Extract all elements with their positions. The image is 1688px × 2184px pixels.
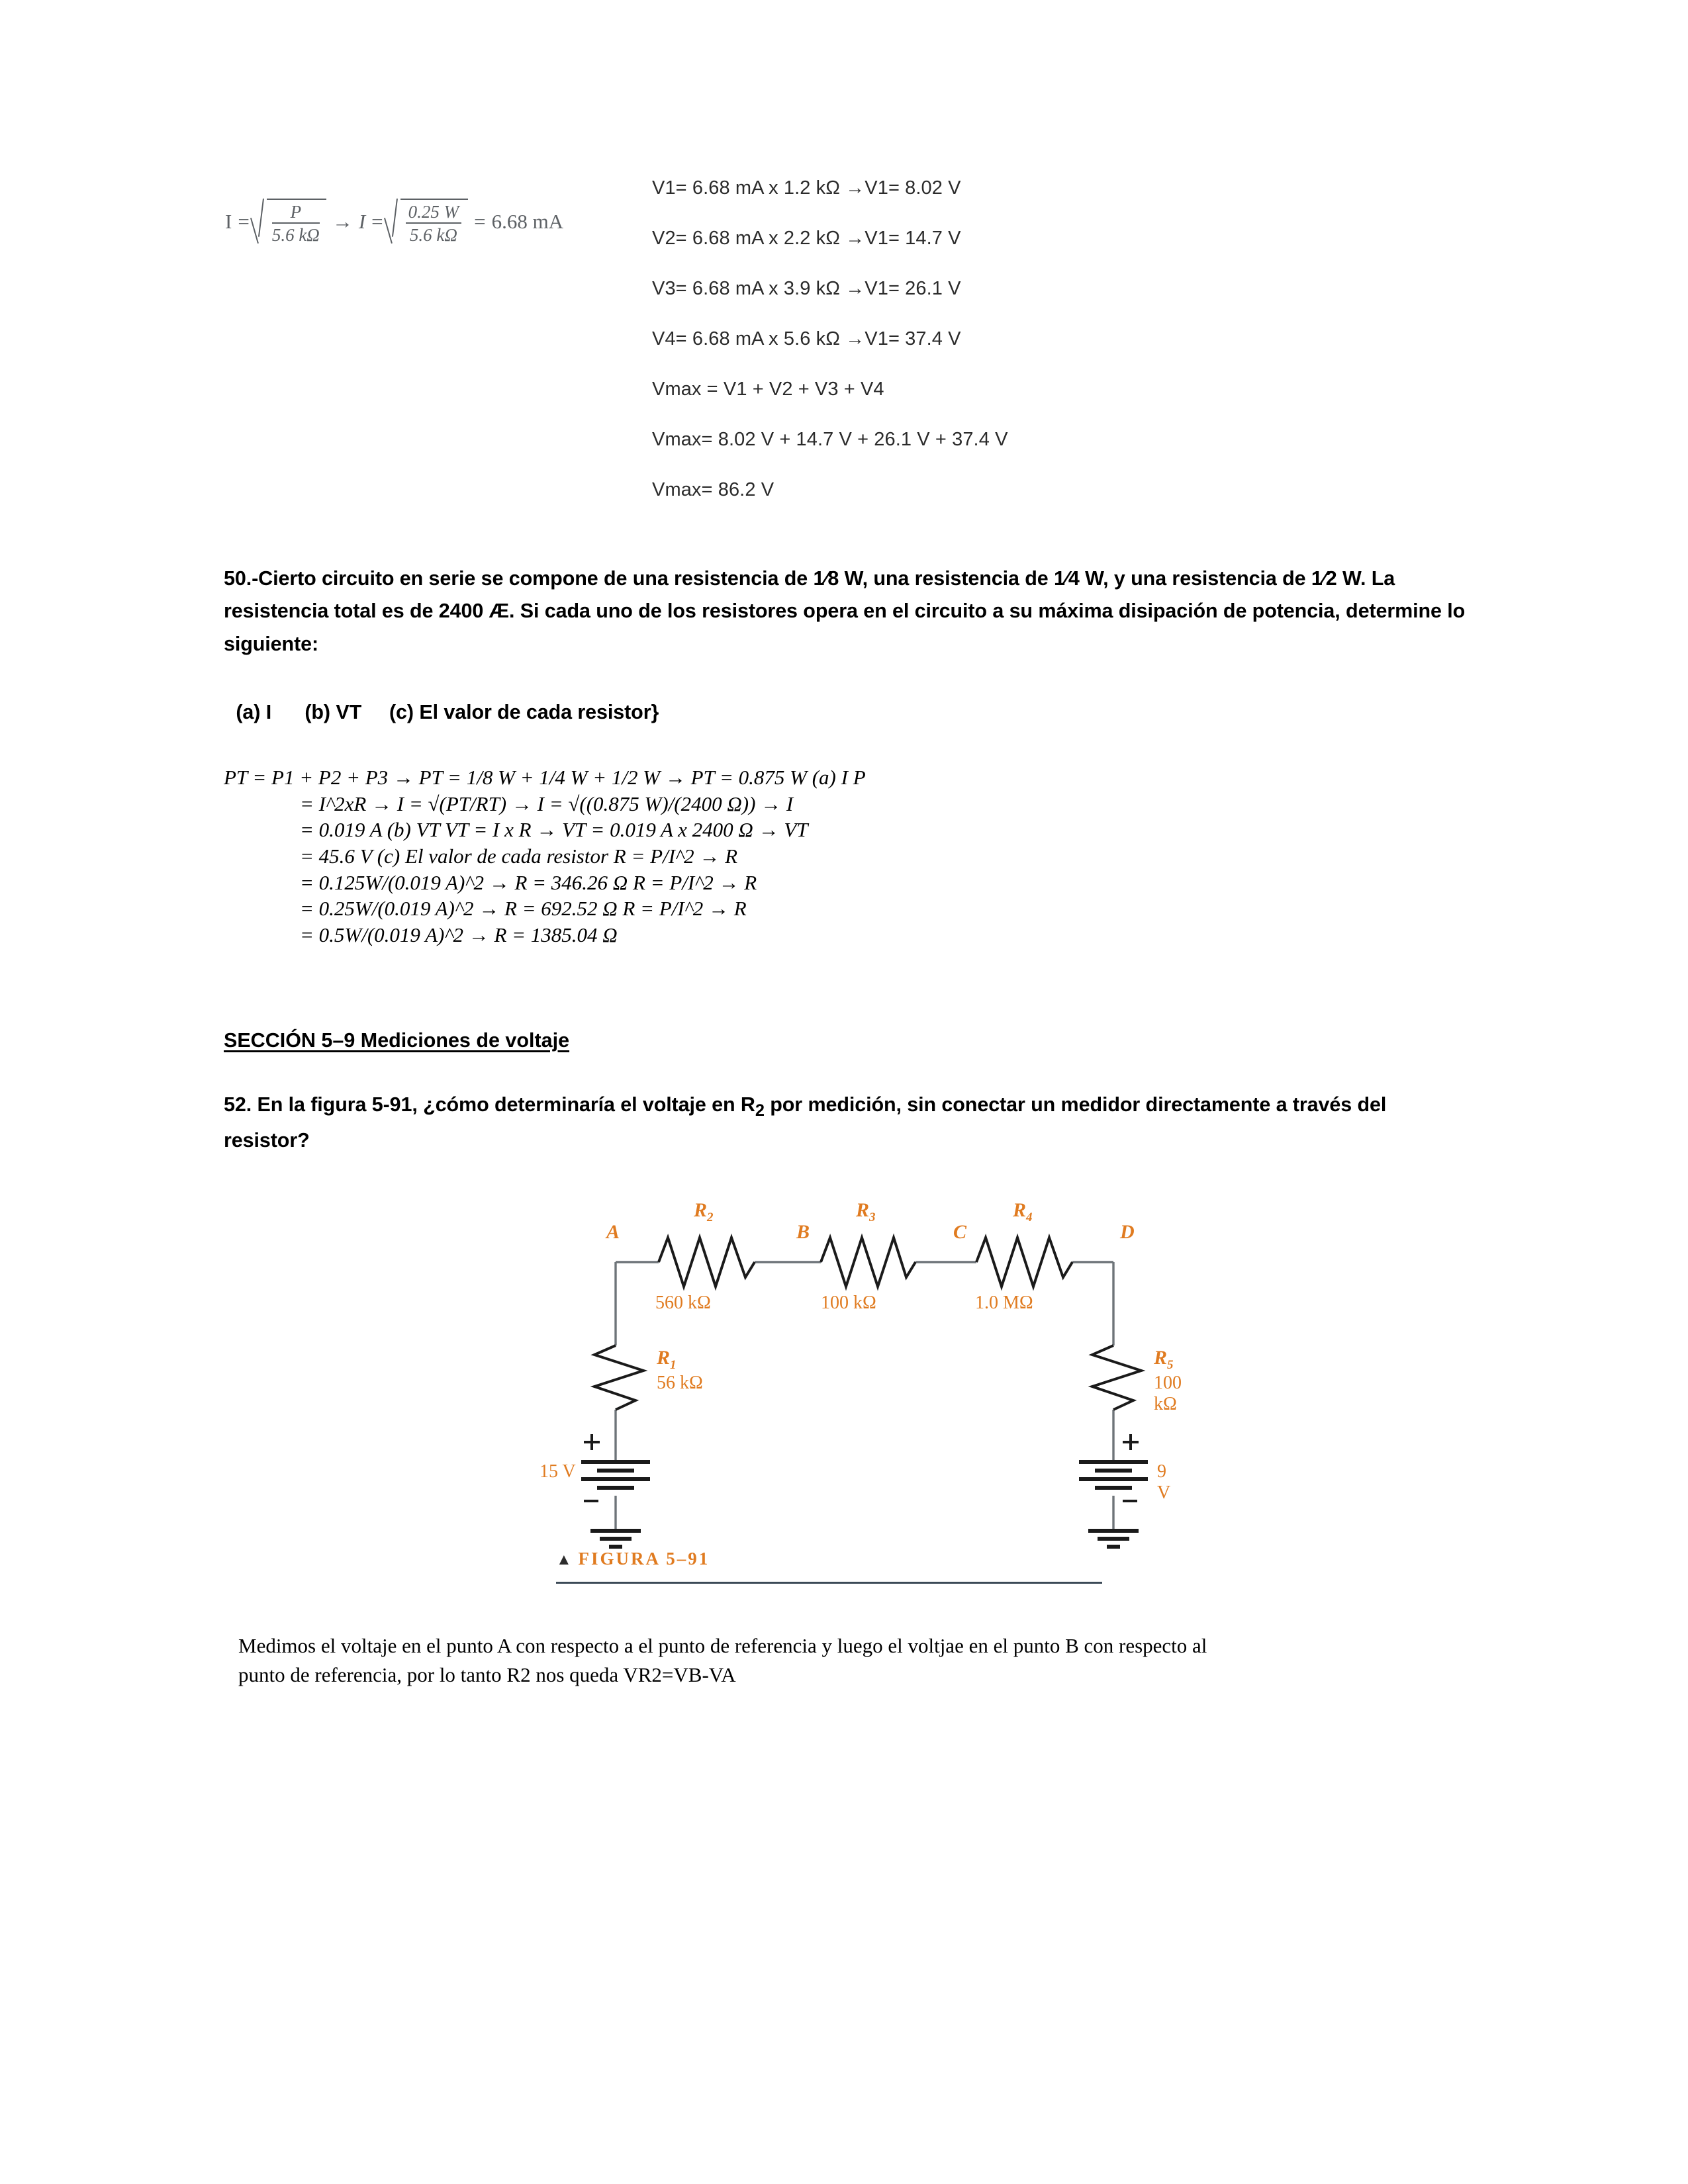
resistor-r2-label: $R_2$ (694, 1199, 714, 1224)
resistor-r5-label: $R_5$ (1154, 1347, 1174, 1372)
fraction-2-numerator: 0.25 W (406, 202, 462, 224)
question-52-part-2: por medición, sin conectar un medidor directamente a través del resistor? (224, 1093, 1387, 1152)
battery-9v-symbol (1079, 1462, 1148, 1488)
ground-symbol-right (1088, 1531, 1139, 1547)
node-label-b: B (796, 1221, 810, 1243)
figure-divider (556, 1582, 1102, 1584)
radical-2 (389, 199, 469, 245)
math-line: = 0.019 A (b) VT VT = I x R → VT = 0.019 A x 2400 Ω → VT (300, 818, 808, 842)
voltage-line: V2= 6.68 mA x 2.2 kΩ →V1= 14.7 V (652, 228, 961, 249)
voltage-calculations-list (652, 179, 1380, 531)
resistor-symbols (594, 1238, 1141, 1410)
question-52-text (224, 1089, 1475, 1158)
section-heading-5-9: SECCIÓN 5–9 Mediciones de voltaje (224, 1029, 570, 1052)
current-sqrt-formula (225, 199, 563, 245)
fraction-1-numerator: P (272, 202, 320, 224)
polarity-marks-right (1123, 1434, 1139, 1501)
battery-15v-symbol (581, 1462, 650, 1488)
resistor-r5-value: 100 kΩ (1154, 1373, 1182, 1414)
fraction-1-denominator: 5.6 kΩ (271, 225, 320, 246)
math-line: = 0.25W/(0.019 A)^2 → R = 692.52 Ω R = P/I^2 → R (300, 897, 747, 921)
math-line: = 0.125W/(0.019 A)^2 → R = 346.26 Ω R = P/I^2 → R (300, 870, 757, 894)
voltage-line: V1= 6.68 mA x 1.2 kΩ →V1= 8.02 V (652, 177, 961, 199)
radical-1 (256, 199, 326, 245)
voltage-line: V4= 6.68 mA x 5.6 kΩ →V1= 37.4 V (652, 328, 961, 349)
resistor-r1-value: 56 kΩ (657, 1373, 703, 1393)
figure-caption-text: FIGURA 5–91 (578, 1549, 710, 1569)
resistor-r4-label: $R_4$ (1013, 1199, 1033, 1224)
formula-equals-2: = (371, 210, 383, 234)
resistor-r1-label: $R_1$ (657, 1347, 677, 1372)
radical-tick-icon (256, 199, 267, 245)
question-50-parts: (a) I (b) VT (c) El valor de cada resistor} (230, 701, 659, 723)
circuit-wires (616, 1262, 1113, 1531)
node-label-a: A (606, 1221, 620, 1243)
triangle-icon: ▲ (556, 1551, 572, 1569)
solution-50-math-block (224, 764, 1283, 948)
formula-lhs: I (225, 210, 232, 234)
resistor-r3-zigzag (821, 1238, 915, 1287)
source-15v-label: 15 V (539, 1461, 576, 1482)
math-line: PT = P1 + P2 + P3 → PT = 1/8 W + 1/4 W + 1/2 W → PT = 0.875 W (a) I P (224, 766, 866, 789)
resistor-r3-label: $R_3$ (856, 1199, 876, 1224)
resistor-r5-zigzag (1092, 1345, 1141, 1410)
question-52-part-1: 52. En la figura 5-91, ¿cómo determinaría el voltaje en R (224, 1093, 755, 1116)
voltage-line: V3= 6.68 mA x 3.9 kΩ →V1= 26.1 V (652, 278, 961, 299)
formula-mid-symbol: I (358, 210, 366, 234)
formula-equals-3: = (474, 210, 486, 234)
resistor-r4-zigzag (976, 1238, 1072, 1287)
polarity-marks-left (584, 1434, 600, 1501)
ground-symbol-left (590, 1531, 641, 1547)
resistor-r4-value: 1.0 MΩ (975, 1293, 1033, 1313)
fraction-2-denominator: 5.6 kΩ (409, 225, 457, 246)
circuit-figure-5-91 (539, 1185, 1182, 1582)
source-9v-label: 9 V (1157, 1461, 1171, 1503)
fraction-2 (400, 199, 469, 245)
math-line: = 0.5W/(0.019 A)^2 → R = 1385.04 Ω (300, 923, 618, 947)
radical-tick-icon (389, 199, 400, 245)
top-formula-region (218, 179, 1476, 516)
resistor-r2-zigzag (659, 1238, 755, 1287)
fraction-1 (267, 199, 326, 245)
question-52-subscript: 2 (755, 1101, 765, 1120)
circuit-schematic-svg (543, 1185, 1152, 1582)
resistor-r1-zigzag (594, 1345, 643, 1410)
voltage-line: Vmax= 86.2 V (652, 479, 774, 500)
node-label-c: C (953, 1221, 967, 1243)
figure-caption (556, 1549, 1105, 1569)
arrow-icon: → (332, 210, 353, 234)
resistor-r3-value: 100 kΩ (821, 1293, 876, 1313)
question-50-text: 50.-Cierto circuito en serie se compone de una resistencia de 1⁄8 W, una resistencia de 1⁄4 W, y una resistencia de 1⁄2 W. La resistencia total es de 2400 Æ. Si cada uno de los resistores opera en el circuito a su máxima disipación de potencia, determine lo siguiente: (224, 567, 1466, 655)
voltage-line: Vmax= 8.02 V + 14.7 V + 26.1 V + 37.4 V (652, 429, 1008, 450)
math-line: = 45.6 V (c) El valor de cada resistor R = P/I^2 → R (300, 844, 738, 868)
voltage-line: Vmax = V1 + V2 + V3 + V4 (652, 379, 884, 400)
node-label-d: D (1120, 1221, 1135, 1243)
resistor-r2-value: 560 kΩ (655, 1293, 711, 1313)
closing-paragraph: Medimos el voltaje en el punto A con respecto a el punto de referencia y luego el voltjae en el punto B con respecto al punto de referencia, por lo tanto R2 nos queda VR2=VB-VA (238, 1634, 1207, 1687)
formula-result: 6.68 mA (491, 210, 564, 234)
math-line: = I^2xR → I = √(PT/RT) → I = √((0.875 W)/(2400 Ω)) → I (300, 792, 794, 815)
formula-equals-1: = (238, 210, 250, 234)
